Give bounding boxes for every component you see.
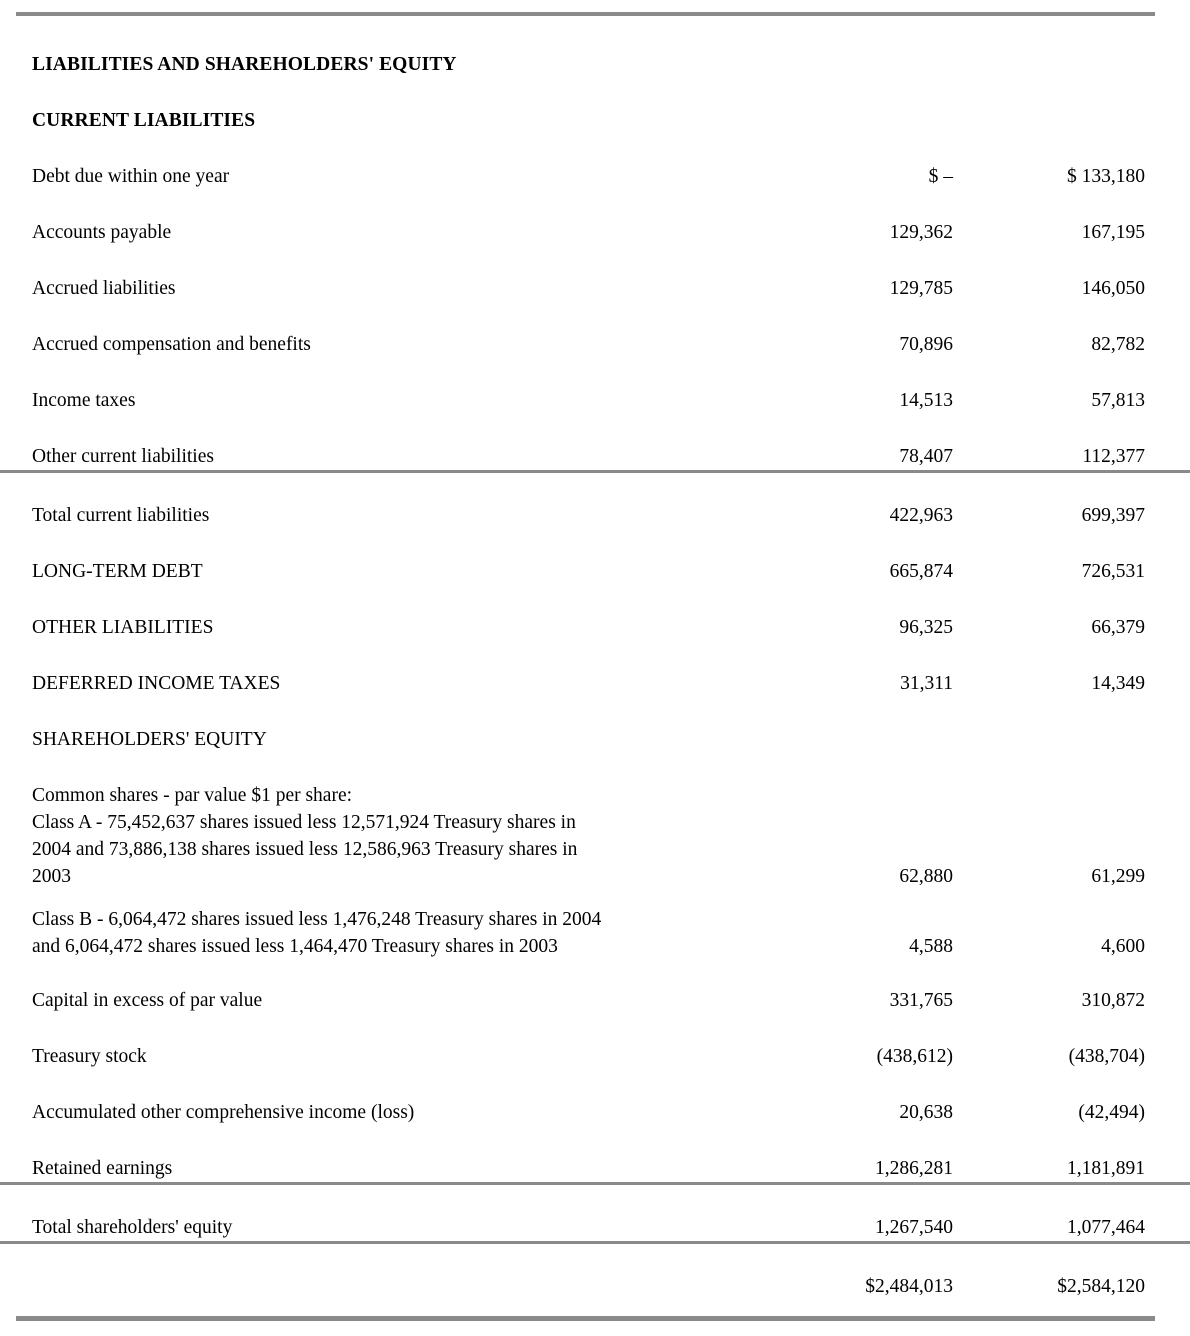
row-label: LONG-TERM DEBT <box>32 561 203 582</box>
row-label: Accounts payable <box>32 222 172 243</box>
common-shares-note: Common shares - par value $1 per share: <box>32 785 353 806</box>
value-2003: 167,195 <box>1081 222 1145 243</box>
value-2004: 129,362 <box>889 222 953 243</box>
value-2004: 1,267,540 <box>803 1184 995 1243</box>
row-label <box>0 896 803 966</box>
value-2004: 129,785 <box>889 278 953 299</box>
value-2003: 82,782 <box>1091 334 1145 355</box>
equity-heading-row <box>0 697 1190 753</box>
value-2004: 14,513 <box>899 390 953 411</box>
row-label: Total current liabilities <box>0 472 803 530</box>
value-2003: 14,349 <box>1091 673 1145 694</box>
table-row <box>0 1070 1190 1126</box>
row-label: Other current liabilities <box>32 446 214 467</box>
table-row-class-b <box>0 896 1190 966</box>
value-2003: 61,299 <box>1091 866 1145 887</box>
page-title: LIABILITIES AND SHAREHOLDERS' EQUITY <box>32 54 457 75</box>
subsection-heading-row <box>0 78 1190 134</box>
subtotal-row-total-current-liabilities <box>0 472 1190 530</box>
value-2004: 4,588 <box>909 936 953 957</box>
row-label: DEFERRED INCOME TAXES <box>32 673 281 694</box>
value-2003: (42,494) <box>1078 1102 1145 1123</box>
empty-cell <box>995 22 1190 78</box>
common-shares-note-row <box>0 753 1190 809</box>
row-label <box>0 1243 803 1301</box>
table-row <box>0 1014 1190 1070</box>
value-2003: 146,050 <box>1081 278 1145 299</box>
row-label: Debt due within one year <box>32 166 230 187</box>
subsection-title: CURRENT LIABILITIES <box>32 110 256 131</box>
row-label: OTHER LIABILITIES <box>32 617 214 638</box>
row-label: Accumulated other comprehensive income (loss) <box>32 1102 415 1123</box>
liabilities-equity-table <box>0 22 1190 1300</box>
value-2003: (438,704) <box>1068 1046 1145 1067</box>
class-a-line-2: 2004 and 73,886,138 shares issued less 12,586,963 Treasury shares in <box>32 839 578 860</box>
table-row <box>0 529 1190 585</box>
empty-cell <box>995 78 1190 134</box>
table-row <box>0 414 1190 472</box>
bottom-rule <box>16 1316 1155 1321</box>
empty-cell <box>803 697 995 753</box>
value-2004: 20,638 <box>899 1102 953 1123</box>
value-2003: 1,181,891 <box>1067 1158 1145 1179</box>
value-2003: 726,531 <box>1081 561 1145 582</box>
row-label: Capital in excess of par value <box>32 990 263 1011</box>
value-2004: $2,484,013 <box>803 1243 995 1301</box>
row-label: Treasury stock <box>32 1046 147 1067</box>
subtotal-row-total-shareholders-equity <box>0 1184 1190 1243</box>
value-2003: 699,397 <box>995 472 1190 530</box>
value-2004: 70,896 <box>899 334 953 355</box>
value-2003: 66,379 <box>1091 617 1145 638</box>
top-rule <box>16 12 1155 16</box>
value-2003: 4,600 <box>1101 936 1145 957</box>
row-label: Total shareholders' equity <box>0 1184 803 1243</box>
value-2004: 96,325 <box>899 617 953 638</box>
table-row <box>0 585 1190 641</box>
class-b-line-2: and 6,064,472 shares issued less 1,464,470 Treasury shares in 2003 <box>32 936 558 957</box>
row-label: Accrued liabilities <box>32 278 176 299</box>
row-label: Retained earnings <box>32 1158 173 1179</box>
value-2003: $ 133,180 <box>1067 166 1145 187</box>
table-row-class-a <box>0 809 1190 896</box>
value-2004: 1,286,281 <box>875 1158 953 1179</box>
section-heading-row <box>0 22 1190 78</box>
table-row <box>0 246 1190 302</box>
value-2004: 78,407 <box>899 446 953 467</box>
class-a-line-3: 2003 <box>32 866 71 887</box>
value-2004: 31,311 <box>900 673 953 694</box>
empty-cell <box>995 753 1190 809</box>
table-row <box>0 641 1190 697</box>
value-2004: 62,880 <box>899 866 953 887</box>
value-2004: 331,765 <box>889 990 953 1011</box>
value-2003: 310,872 <box>1081 990 1145 1011</box>
empty-cell <box>803 22 995 78</box>
table-row <box>0 134 1190 190</box>
class-b-line-1: Class B - 6,064,472 shares issued less 1,476,248 Treasury shares in 2004 <box>32 909 602 930</box>
table-row <box>0 966 1190 1014</box>
empty-cell <box>803 78 995 134</box>
grand-total-row <box>0 1243 1190 1301</box>
value-2003: 1,077,464 <box>995 1184 1190 1243</box>
value-2004: 665,874 <box>889 561 953 582</box>
value-2003: 112,377 <box>1082 446 1145 467</box>
value-2003: 57,813 <box>1091 390 1145 411</box>
value-2004: $ – <box>928 166 953 187</box>
row-label: Accrued compensation and benefits <box>32 334 311 355</box>
empty-cell <box>803 753 995 809</box>
table-row <box>0 190 1190 246</box>
empty-cell <box>995 697 1190 753</box>
row-label: Income taxes <box>32 390 136 411</box>
value-2003: $2,584,120 <box>995 1243 1190 1301</box>
value-2004: 422,963 <box>803 472 995 530</box>
table-row <box>0 1126 1190 1184</box>
table-row <box>0 358 1190 414</box>
table-row <box>0 302 1190 358</box>
class-a-line-1: Class A - 75,452,637 shares issued less 12,571,924 Treasury shares in <box>32 812 576 833</box>
value-2004: (438,612) <box>876 1046 953 1067</box>
row-label <box>0 809 803 896</box>
equity-section-title: SHAREHOLDERS' EQUITY <box>32 729 267 750</box>
